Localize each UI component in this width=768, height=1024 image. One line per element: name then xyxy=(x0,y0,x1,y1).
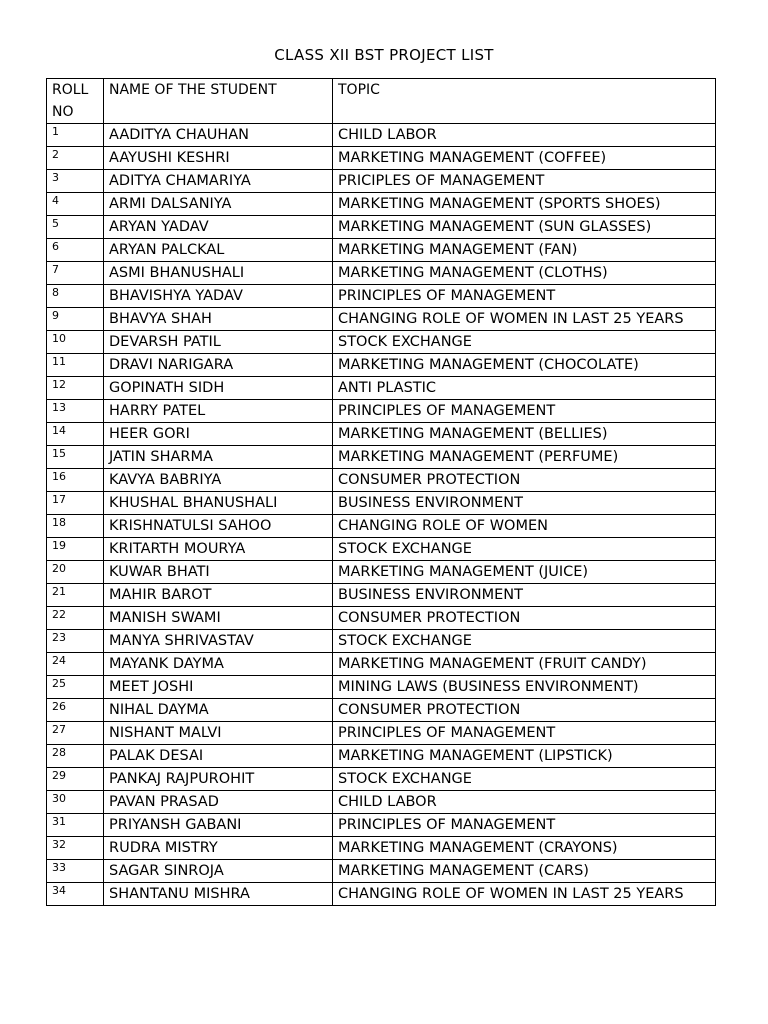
topic-cell: MARKETING MANAGEMENT (CARS) xyxy=(333,860,716,883)
student-name-cell: MEET JOSHI xyxy=(104,676,333,699)
table-row xyxy=(47,814,716,837)
topic-cell: MARKETING MANAGEMENT (SUN GLASSES) xyxy=(333,216,716,239)
table-row xyxy=(47,515,716,538)
topic-cell: PRICIPLES OF MANAGEMENT xyxy=(333,170,716,193)
student-name-cell: MANISH SWAMI xyxy=(104,607,333,630)
topic-cell: PRINCIPLES OF MANAGEMENT xyxy=(333,285,716,308)
table-row xyxy=(47,883,716,906)
roll-number-cell: 23 xyxy=(47,630,104,653)
topic-cell: CHANGING ROLE OF WOMEN IN LAST 25 YEARS xyxy=(333,883,716,906)
student-name-cell: KRISHNATULSI SAHOO xyxy=(104,515,333,538)
roll-number-cell: 12 xyxy=(47,377,104,400)
roll-number-cell: 24 xyxy=(47,653,104,676)
table-header xyxy=(47,79,716,124)
topic-cell: CONSUMER PROTECTION xyxy=(333,607,716,630)
topic-cell: MINING LAWS (BUSINESS ENVIRONMENT) xyxy=(333,676,716,699)
roll-number-cell: 14 xyxy=(47,423,104,446)
student-name-cell: GOPINATH SIDH xyxy=(104,377,333,400)
student-name-cell: SAGAR SINROJA xyxy=(104,860,333,883)
student-name-cell: KUWAR BHATI xyxy=(104,561,333,584)
topic-cell: MARKETING MANAGEMENT (FRUIT CANDY) xyxy=(333,653,716,676)
student-name-cell: KRITARTH MOURYA xyxy=(104,538,333,561)
roll-number-cell: 30 xyxy=(47,791,104,814)
header-topic: TOPIC xyxy=(333,79,716,124)
header-row xyxy=(47,79,716,124)
topic-cell: CHANGING ROLE OF WOMEN xyxy=(333,515,716,538)
student-name-cell: PALAK DESAI xyxy=(104,745,333,768)
roll-number-cell: 25 xyxy=(47,676,104,699)
roll-number-cell: 6 xyxy=(47,239,104,262)
table-row xyxy=(47,676,716,699)
topic-cell: MARKETING MANAGEMENT (JUICE) xyxy=(333,561,716,584)
roll-number-cell: 11 xyxy=(47,354,104,377)
table-row xyxy=(47,170,716,193)
roll-number-cell: 10 xyxy=(47,331,104,354)
topic-cell: CHILD LABOR xyxy=(333,791,716,814)
roll-number-cell: 34 xyxy=(47,883,104,906)
student-name-cell: DRAVI NARIGARA xyxy=(104,354,333,377)
student-name-cell: HARRY PATEL xyxy=(104,400,333,423)
table-row xyxy=(47,400,716,423)
table-row xyxy=(47,377,716,400)
student-name-cell: DEVARSH PATIL xyxy=(104,331,333,354)
header-roll: ROLL NO xyxy=(47,79,104,124)
roll-number-cell: 7 xyxy=(47,262,104,285)
table-row xyxy=(47,285,716,308)
topic-cell: PRINCIPLES OF MANAGEMENT xyxy=(333,400,716,423)
roll-number-cell: 2 xyxy=(47,147,104,170)
table-row xyxy=(47,538,716,561)
roll-number-cell: 16 xyxy=(47,469,104,492)
topic-cell: MARKETING MANAGEMENT (CRAYONS) xyxy=(333,837,716,860)
roll-number-cell: 28 xyxy=(47,745,104,768)
topic-cell: STOCK EXCHANGE xyxy=(333,331,716,354)
roll-number-cell: 5 xyxy=(47,216,104,239)
topic-cell: CONSUMER PROTECTION xyxy=(333,469,716,492)
roll-number-cell: 13 xyxy=(47,400,104,423)
topic-cell: MARKETING MANAGEMENT (PERFUME) xyxy=(333,446,716,469)
topic-cell: BUSINESS ENVIRONMENT xyxy=(333,492,716,515)
roll-number-cell: 31 xyxy=(47,814,104,837)
table-row xyxy=(47,262,716,285)
table-row xyxy=(47,630,716,653)
roll-number-cell: 32 xyxy=(47,837,104,860)
topic-cell: PRINCIPLES OF MANAGEMENT xyxy=(333,722,716,745)
roll-number-cell: 3 xyxy=(47,170,104,193)
student-name-cell: ARYAN YADAV xyxy=(104,216,333,239)
student-name-cell: NIHAL DAYMA xyxy=(104,699,333,722)
student-name-cell: PANKAJ RAJPUROHIT xyxy=(104,768,333,791)
roll-number-cell: 19 xyxy=(47,538,104,561)
student-name-cell: PAVAN PRASAD xyxy=(104,791,333,814)
topic-cell: CHILD LABOR xyxy=(333,124,716,147)
table-row xyxy=(47,860,716,883)
topic-cell: MARKETING MANAGEMENT (SPORTS SHOES) xyxy=(333,193,716,216)
topic-cell: ANTI PLASTIC xyxy=(333,377,716,400)
table-row xyxy=(47,147,716,170)
document-title: CLASS XII BST PROJECT LIST xyxy=(274,46,494,64)
topic-cell: MARKETING MANAGEMENT (FAN) xyxy=(333,239,716,262)
table-row xyxy=(47,837,716,860)
roll-number-cell: 27 xyxy=(47,722,104,745)
student-name-cell: MAHIR BAROT xyxy=(104,584,333,607)
student-name-cell: PRIYANSH GABANI xyxy=(104,814,333,837)
table-row xyxy=(47,492,716,515)
roll-number-cell: 4 xyxy=(47,193,104,216)
student-name-cell: ADITYA CHAMARIYA xyxy=(104,170,333,193)
table-row xyxy=(47,607,716,630)
table-row xyxy=(47,745,716,768)
roll-number-cell: 20 xyxy=(47,561,104,584)
student-name-cell: AADITYA CHAUHAN xyxy=(104,124,333,147)
project-table xyxy=(46,78,716,906)
student-name-cell: KHUSHAL BHANUSHALI xyxy=(104,492,333,515)
table-row xyxy=(47,423,716,446)
table-row xyxy=(47,308,716,331)
table-row xyxy=(47,722,716,745)
table-body xyxy=(47,124,716,906)
student-name-cell: BHAVISHYA YADAV xyxy=(104,285,333,308)
topic-cell: MARKETING MANAGEMENT (COFFEE) xyxy=(333,147,716,170)
topic-cell: CONSUMER PROTECTION xyxy=(333,699,716,722)
roll-number-cell: 33 xyxy=(47,860,104,883)
roll-number-cell: 17 xyxy=(47,492,104,515)
student-name-cell: ASMI BHANUSHALI xyxy=(104,262,333,285)
table-row xyxy=(47,791,716,814)
table-row xyxy=(47,561,716,584)
roll-number-cell: 29 xyxy=(47,768,104,791)
header-name: NAME OF THE STUDENT xyxy=(104,79,333,124)
student-name-cell: ARYAN PALCKAL xyxy=(104,239,333,262)
student-name-cell: NISHANT MALVI xyxy=(104,722,333,745)
roll-number-cell: 26 xyxy=(47,699,104,722)
topic-cell: PRINCIPLES OF MANAGEMENT xyxy=(333,814,716,837)
student-name-cell: AAYUSHI KESHRI xyxy=(104,147,333,170)
student-name-cell: RUDRA MISTRY xyxy=(104,837,333,860)
topic-cell: CHANGING ROLE OF WOMEN IN LAST 25 YEARS xyxy=(333,308,716,331)
student-name-cell: BHAVYA SHAH xyxy=(104,308,333,331)
student-name-cell: MANYA SHRIVASTAV xyxy=(104,630,333,653)
table-row xyxy=(47,446,716,469)
roll-number-cell: 8 xyxy=(47,285,104,308)
topic-cell: STOCK EXCHANGE xyxy=(333,768,716,791)
table-row xyxy=(47,193,716,216)
roll-number-cell: 21 xyxy=(47,584,104,607)
table-row xyxy=(47,768,716,791)
topic-cell: MARKETING MANAGEMENT (LIPSTICK) xyxy=(333,745,716,768)
student-name-cell: ARMI DALSANIYA xyxy=(104,193,333,216)
student-name-cell: HEER GORI xyxy=(104,423,333,446)
student-name-cell: KAVYA BABRIYA xyxy=(104,469,333,492)
table-row xyxy=(47,124,716,147)
table-row xyxy=(47,239,716,262)
student-name-cell: JATIN SHARMA xyxy=(104,446,333,469)
topic-cell: BUSINESS ENVIRONMENT xyxy=(333,584,716,607)
topic-cell: MARKETING MANAGEMENT (BELLIES) xyxy=(333,423,716,446)
topic-cell: STOCK EXCHANGE xyxy=(333,538,716,561)
student-name-cell: SHANTANU MISHRA xyxy=(104,883,333,906)
roll-number-cell: 9 xyxy=(47,308,104,331)
table-row xyxy=(47,699,716,722)
roll-number-cell: 15 xyxy=(47,446,104,469)
roll-number-cell: 22 xyxy=(47,607,104,630)
topic-cell: STOCK EXCHANGE xyxy=(333,630,716,653)
table-row xyxy=(47,653,716,676)
table-row xyxy=(47,216,716,239)
topic-cell: MARKETING MANAGEMENT (CHOCOLATE) xyxy=(333,354,716,377)
table-row xyxy=(47,331,716,354)
table-row xyxy=(47,584,716,607)
table-row xyxy=(47,469,716,492)
table-row xyxy=(47,354,716,377)
roll-number-cell: 18 xyxy=(47,515,104,538)
student-name-cell: MAYANK DAYMA xyxy=(104,653,333,676)
topic-cell: MARKETING MANAGEMENT (CLOTHS) xyxy=(333,262,716,285)
roll-number-cell: 1 xyxy=(47,124,104,147)
